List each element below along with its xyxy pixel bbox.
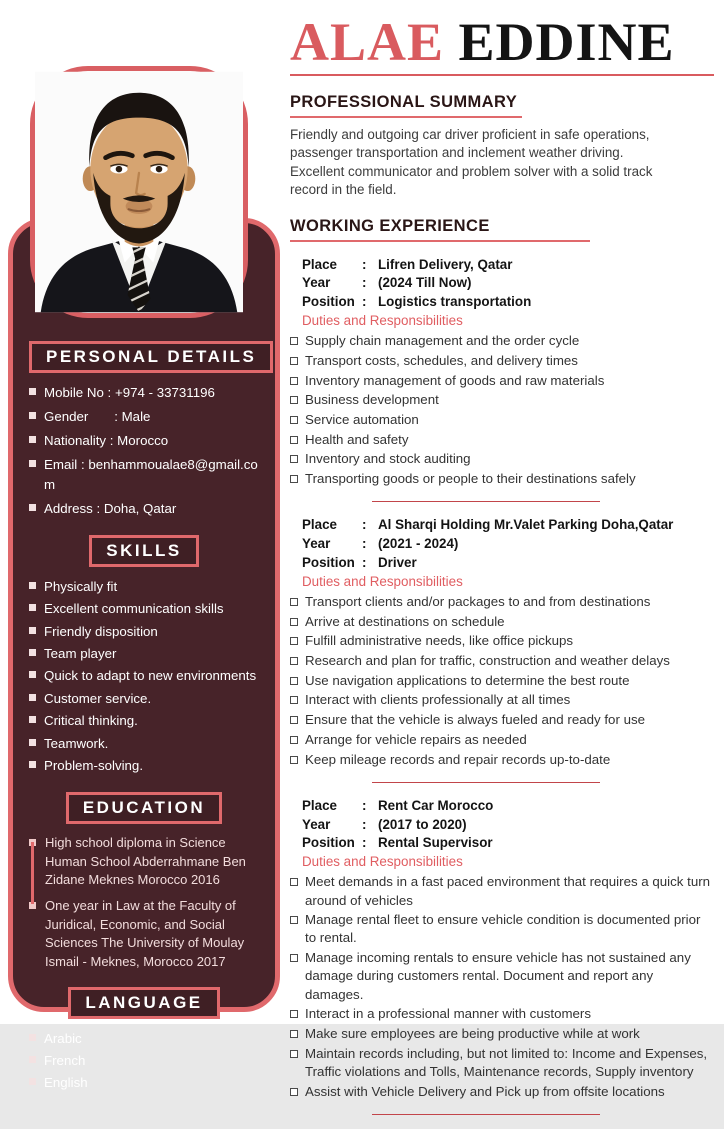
skill-item: Excellent communication skills <box>29 599 259 619</box>
square-bullet-icon <box>290 756 298 764</box>
job-separator <box>372 782 600 783</box>
language-title: LANGUAGE <box>68 987 219 1019</box>
personal-detail-item: Gender : Male <box>29 407 259 427</box>
square-bullet-icon <box>290 878 298 886</box>
square-bullet-icon <box>290 1050 298 1058</box>
language-item: Arabic <box>29 1029 259 1049</box>
square-bullet-icon <box>290 1088 298 1096</box>
duties-label: Duties and Responsibilities <box>302 312 463 328</box>
profile-photo <box>30 66 248 318</box>
experience-underline <box>290 240 590 242</box>
square-bullet-icon <box>290 657 298 665</box>
experience-header <box>290 217 714 242</box>
job-place: Rent Car Morocco <box>378 797 494 813</box>
personal-details-section <box>29 341 259 519</box>
duty-item: Ensure that the vehicle is always fueled and ready for use <box>290 711 714 729</box>
job-position: Rental Supervisor <box>378 835 493 851</box>
square-bullet-icon <box>290 377 298 385</box>
duty-item: Research and plan for traffic, construction and weather delays <box>290 652 714 670</box>
duty-item: Maintain records including, but not limited to: Income and Expenses, Traffic violations and Tolls, Maintenance records, Supply inventory <box>290 1045 714 1081</box>
square-bullet-icon <box>29 739 36 746</box>
skill-item: Problem-solving. <box>29 756 259 776</box>
job-position: Driver <box>378 554 417 570</box>
square-bullet-icon <box>290 455 298 463</box>
personal-detail-item: Mobile No : +974 - 33731196 <box>29 383 259 403</box>
duty-item: Meet demands in a fast paced environment that requires a quick turn around of vehicles <box>290 873 714 909</box>
experience-title: WORKING EXPERIENCE <box>290 216 490 235</box>
job-place: Lifren Delivery, Qatar <box>378 256 513 272</box>
duty-item: Arrange for vehicle repairs as needed <box>290 731 714 749</box>
square-bullet-icon <box>29 694 36 701</box>
square-bullet-icon <box>290 396 298 404</box>
duty-item: Service automation <box>290 411 714 429</box>
summary-header <box>290 93 714 118</box>
job-position-row: Position : Rental Supervisor <box>302 834 714 853</box>
square-bullet-icon <box>290 436 298 444</box>
square-bullet-icon <box>29 1034 36 1041</box>
square-bullet-icon <box>290 916 298 924</box>
square-bullet-icon <box>290 1030 298 1038</box>
square-bullet-icon <box>29 582 36 589</box>
square-bullet-icon <box>290 954 298 962</box>
square-bullet-icon <box>29 388 36 395</box>
skills-list <box>29 577 259 776</box>
personal-detail-item: Address : Doha, Qatar <box>29 499 259 519</box>
duty-item: Business development <box>290 391 714 409</box>
personal-details-title: PERSONAL DETAILS <box>29 341 273 373</box>
duty-item: Interact in a professional manner with customers <box>290 1005 714 1023</box>
job-year-row: Year : (2017 to 2020) <box>302 816 714 835</box>
education-section <box>29 792 259 971</box>
job-position-row: Position : Logistics transportation <box>302 293 714 312</box>
square-bullet-icon <box>29 436 36 443</box>
square-bullet-icon <box>29 604 36 611</box>
duty-item: Transporting goods or people to their destinations safely <box>290 470 714 488</box>
job-place-row: Place : Lifren Delivery, Qatar <box>302 256 714 275</box>
duty-item: Assist with Vehicle Delivery and Pick up from offsite locations <box>290 1083 714 1101</box>
square-bullet-icon <box>290 337 298 345</box>
job-place-row: Place : Rent Car Morocco <box>302 797 714 816</box>
duty-item: Manage rental fleet to ensure vehicle condition is documented prior to rental. <box>290 911 714 947</box>
skill-item: Friendly disposition <box>29 622 259 642</box>
square-bullet-icon <box>29 716 36 723</box>
portrait-illustration <box>35 71 243 313</box>
job-year-row: Year : (2024 Till Now) <box>302 274 714 293</box>
first-name: ALAE <box>290 12 445 72</box>
square-bullet-icon <box>29 761 36 768</box>
skill-item: Customer service. <box>29 689 259 709</box>
duty-item: Use navigation applications to determine the best route <box>290 672 714 690</box>
duty-item: Supply chain management and the order cycle <box>290 332 714 350</box>
square-bullet-icon <box>29 1078 36 1085</box>
job-year: (2024 Till Now) <box>378 275 472 291</box>
education-title: EDUCATION <box>66 792 222 824</box>
square-bullet-icon <box>290 736 298 744</box>
job-meta <box>302 256 714 312</box>
skills-title: SKILLS <box>89 535 198 567</box>
duties-list <box>290 332 714 488</box>
duties-label: Duties and Responsibilities <box>302 854 463 870</box>
sidebar <box>8 218 280 1091</box>
square-bullet-icon <box>290 677 298 685</box>
skill-item: Physically fit <box>29 577 259 597</box>
candidate-name <box>290 14 714 71</box>
duty-item: Manage incoming rentals to ensure vehicle has not sustained any damage during customers rental. Document and report any damages. <box>290 949 714 1004</box>
square-bullet-icon <box>29 504 36 511</box>
job-entry-1 <box>290 256 714 503</box>
job-separator <box>372 1114 600 1115</box>
language-section <box>29 987 259 1093</box>
duties-list <box>290 873 714 1100</box>
job-place: Al Sharqi Holding Mr.Valet Parking Doha,Qatar <box>378 517 674 533</box>
duty-item: Keep mileage records and repair records up-to-date <box>290 751 714 769</box>
language-item: English <box>29 1073 259 1093</box>
duty-item: Transport clients and/or packages to and from destinations <box>290 593 714 611</box>
duty-item: Interact with clients professionally at all times <box>290 691 714 709</box>
square-bullet-icon <box>29 671 36 678</box>
education-item: High school diploma in Science Human School Abderrahmane Ben Zidane Meknes Morocco 2016 <box>29 834 259 889</box>
job-place-row: Place : Al Sharqi Holding Mr.Valet Parking Doha,Qatar <box>302 516 714 535</box>
square-bullet-icon <box>290 696 298 704</box>
duties-list <box>290 593 714 769</box>
square-bullet-icon <box>290 618 298 626</box>
duty-item: Inventory and stock auditing <box>290 450 714 468</box>
name-underline <box>290 74 714 76</box>
education-list <box>29 834 259 971</box>
summary-text: Friendly and outgoing car driver proficient in safe operations, passenger transportation and inclement weather driving. Excellent communicator and problem solver with a solid track record in the field. <box>290 126 653 198</box>
skill-item: Team player <box>29 644 259 664</box>
job-year-row: Year : (2021 - 2024) <box>302 535 714 554</box>
job-position: Logistics transportation <box>378 294 532 310</box>
job-separator <box>372 501 600 502</box>
last-name: EDDINE <box>458 12 675 72</box>
job-position-row: Position : Driver <box>302 554 714 573</box>
square-bullet-icon <box>290 637 298 645</box>
duty-item: Arrive at destinations on schedule <box>290 613 714 631</box>
duty-item: Inventory management of goods and raw materials <box>290 372 714 390</box>
skill-item: Teamwork. <box>29 734 259 754</box>
duties-label: Duties and Responsibilities <box>302 573 463 589</box>
square-bullet-icon <box>29 649 36 656</box>
square-bullet-icon <box>290 598 298 606</box>
personal-details-list <box>29 383 259 519</box>
square-bullet-icon <box>290 416 298 424</box>
square-bullet-icon <box>29 1056 36 1063</box>
square-bullet-icon <box>290 716 298 724</box>
square-bullet-icon <box>29 460 36 467</box>
summary-title: PROFESSIONAL SUMMARY <box>290 92 518 111</box>
main-column <box>290 14 714 1129</box>
duty-item: Transport costs, schedules, and delivery times <box>290 352 714 370</box>
square-bullet-icon <box>29 627 36 634</box>
square-bullet-icon <box>290 357 298 365</box>
job-year: (2017 to 2020) <box>378 816 467 832</box>
skill-item: Quick to adapt to new environments <box>29 666 259 686</box>
square-bullet-icon <box>29 412 36 419</box>
job-meta <box>302 516 714 572</box>
personal-detail-item: Nationality : Morocco <box>29 431 259 451</box>
square-bullet-icon <box>290 1010 298 1018</box>
duty-item: Health and safety <box>290 431 714 449</box>
skills-section <box>29 535 259 776</box>
duty-item: Fulfill administrative needs, like office pickups <box>290 632 714 650</box>
job-entry-3 <box>290 797 714 1115</box>
skill-item: Critical thinking. <box>29 711 259 731</box>
job-meta <box>302 797 714 853</box>
job-year: (2021 - 2024) <box>378 536 459 552</box>
language-item: French <box>29 1051 259 1071</box>
job-entry-2 <box>290 516 714 782</box>
square-bullet-icon <box>290 475 298 483</box>
education-item: One year in Law at the Faculty of Juridical, Economic, and Social Sciences The University of Moulay Ismail - Meknes, Morocco 2017 <box>29 897 259 971</box>
language-list <box>29 1029 259 1093</box>
personal-detail-item: Email : benhammoualae8@gmail.com <box>29 455 259 495</box>
education-timeline-line <box>31 842 34 904</box>
summary-underline <box>290 116 522 118</box>
duty-item: Make sure employees are being productive while at work <box>290 1025 714 1043</box>
